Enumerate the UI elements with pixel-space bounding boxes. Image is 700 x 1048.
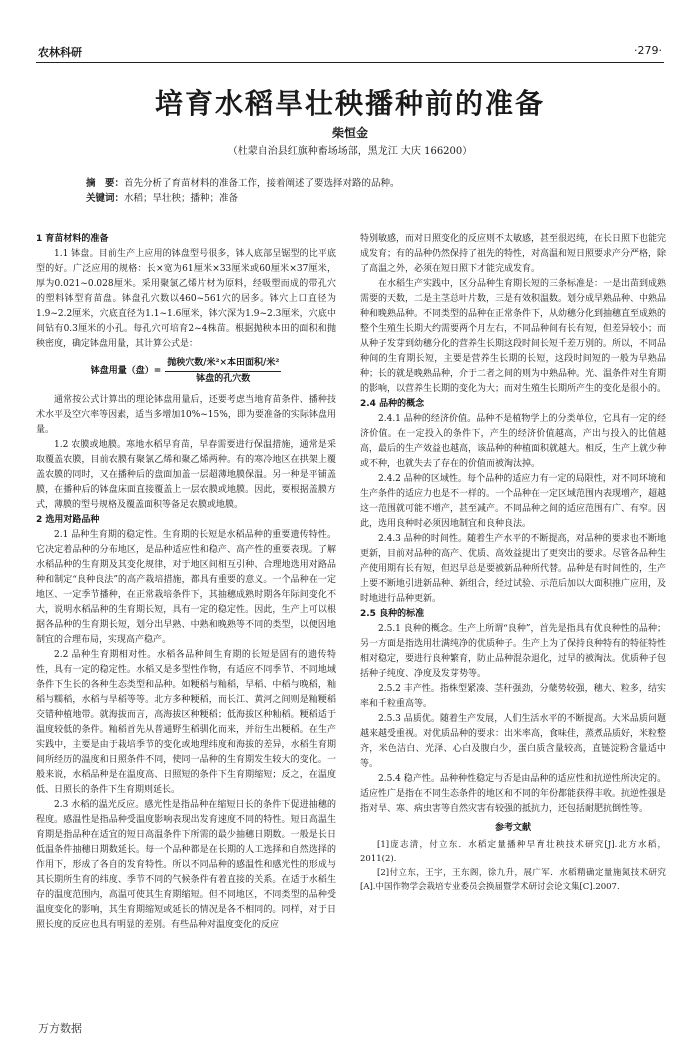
abstract-block [86,176,614,206]
body-paragraph: 2.5.4 稳产性。品种种性稳定与否是由品种的适应性和抗逆性所决定的。适应性广是指在不同生态条件的地区和不同的年份都能获得丰收。抗逆性强是指对旱、寒、病虫害等自然灾害有较强的抵抗力，还包括耐肥抗倒性等。 [360,774,667,814]
body-paragraph: 2.5.3 品质优。随着生产发展，人们生活水平的不断提高。大米品质问题越来越受重视。对优质品种的要求：出米率高，食味佳，蒸煮品质好，米粒整齐，米色洁白、光泽、心白及腹白少，蛋白质含量较高，直链淀粉含量适中等。 [360,714,667,769]
body-paragraph: 2.4.2 品种的区域性。每个品种的适应力有一定的局限性，对不同环境和生产条件的适应力也是不一样的。一个品种在一定区域范围内表现增产，超越这一范围就可能不增产，甚至减产。不同品种之间的适应范围有广、有窄。因此，选用良种时必须因地制宜和良种良法。 [360,474,667,529]
keywords-label: 关键词： [86,193,125,204]
body-paragraph: 1.1 钵盘。目前生产上应用的钵盘型号很多，钵人底部呈锯型的比平底型的好。广泛应用的规格：长×宽为61厘米×33厘米或60厘米×37厘米，厚为0.021~0.028厘米。采用聚氯乙烯片材为原料，经吸塑而成的带孔穴的塑料钵型育苗盘。钵盘孔穴数以460~561穴的居多。钵穴上口直径为1.9~2.2厘米，穴底直径为1.1~1.6厘米，钵穴深为1.9~2.3厘米，穴底中间钻有0.3厘米的小孔。每孔穴可培育2~4株苗。根据抛秧本田的面积和抛秧密度，确定钵盘用量，其计算公式是： [36,249,336,349]
section-heading: 2.5 良种的标准 [360,609,425,619]
body-paragraph: 2.4.1 品种的经济价值。品种不是植物学上的分类单位，它具有一定的经济价值。在一定投入的条件下，产生的经济价值越高，产出与投入的比值越高，最后的生产效益也越高，该品种的种植面积就越大。相反，生产上就少种或不种，也就失去了存在的价值而被淘汰掉。 [360,414,667,469]
body-paragraph: 2.2 品种生育期相对性。水稻各品种间生育期的长短是固有的遗传特性，具有一定的稳定性。水稻又是多型性作物，有适应不同季节、不同地域条件下生长的各种生态类型和品种。如粳稻与籼稻，早稻、中稻与晚稻，籼稻与糯稻，水稻与旱稻等等。北方多种粳稻，而长江、黄河之间则是籼粳稻交错种植地带。就海拔而言，高海拔区种粳稻；低海拔区种籼稻。粳稻适于温度较低的条件。籼稻首先从普通野生稻驯化而来，并衍生出粳稻。在生产实践中，主要是由于栽培季节的变化或地理纬度和海拔的差异，水稻生育期间所经历的温度和日照条件不同，使同一品种的生育期发生较大的变化。一般来说，水稻品种是在温度高、日照短的条件下生育期缩短；反之，在温度低、日照长的条件下生育期则延长。 [36,650,336,795]
abstract-text: 首先分析了育苗材料的准备工作，接着阐述了要选择对路的品种。 [124,178,400,189]
body-paragraph: 特别敏感，而对日照变化的反应则不太敏感，甚至很迟纯，在长日照下也能完成发育；有的品种仍然保持了祖先的特性，对高温和短日照要求产分严格，除了高温之外，必须在短日照下才能完成发育。 [360,234,667,274]
left-column [36,232,336,933]
right-column-body [360,232,666,817]
body-paragraph: 通常按公式计算出的理论钵盘用量后，还要考虑当地育苗条件、播种技术水平及空穴率等因素，适当多增加10%~15%，即为要准备的实际钵盘用量。 [36,395,336,435]
body-paragraph: 2.1 品种生育期的稳定性。生育期的长短是水稻品种的重要遗传特性。它决定着品种的分布地区，是品种适应性和稳产、高产性的重要表现。了解水稻品种的生育期及其变化规律，对于地区间相互引种、合理地选用对路品种和制定“良种良法”的高产栽培措施，都具有重要的意义。一个品种在一定地区、一定季节播种，在正常栽培条件下，其抽穗成熟时期各年际间变化不大，说明水稻品种的生育期长短，具有一定的稳定性。因此，生产上可以根据各品种的生育期长短，划分出早熟、中熟和晚熟等不同的类型，以便因地制宜的合理布局，实现高产稳产。 [36,530,336,645]
keywords-text: 水稻；旱壮秧；播种；准备 [124,193,239,204]
references-heading: 参考文献 [494,823,531,833]
section-heading: 2.4 品种的概念 [360,399,425,409]
body-paragraph: 2.3 水稻的温光反应。感光性是指品种在缩短日长的条件下促进抽穗的程度。感温性是指品种受温度影响表现出发育速度不同的特性。短日高温生育期是指品种在适宜的短日高温条件下所需的最少抽穗日期数。一般是长日低温条件抽穗日期数延长。每一个品种都是在长期的人工选择和自然选择的作用下，形成了各自的发育特性。所以不同品种的感温性和感光性的形成与其长期所生育的纬度、季节不同的气候条件有着直接的关系。在适于水稻生存的温度范围内，高温可使其生育期缩短。但不同地区，不同类型的品种受温度变化的影响，其生育期缩短或延长的情况是各不相同的。同样，对于日照长度的反应也具有明显的差别。有些品种对温度变化的反应 [36,800,336,930]
formula-numerator: 抛秧穴数/米²×本田面积/米² [165,356,281,372]
page-number: ·279· [634,44,662,57]
formula-fraction [165,356,281,387]
body-paragraph: 2.5.2 丰产性。指株型紧凑、茎秆强劲，分蘖势较强，穗大、粒多，结实率和千粒重高等。 [360,684,666,709]
body-paragraph: 2.4.3 品种的时间性。随着生产水平的不断提高，对品种的要求也不断地更新，目前对品种的高产、优质、高效益提出了更突出的要求。尽管各品种生产使用期有长有短，但迟早总是要被新品种所代替。品种是有时间性的，生产上要不断地引进新品种、新组合，经过试验、示范后加以大面积推广应用，及时地进行品种更新。 [360,534,667,604]
formula-lhs: 钵盘用量（盘）= [90,366,162,376]
section-heading: 2 选用对路品种 [36,515,100,525]
body-paragraph: 2.5.1 良种的概念。生产上所谓“良种”，首先是指具有优良种性的品种；另一方面是指选用壮满纯净的优质种子。生产上为了保持良种特有的特征特性相对稳定，要进行良种繁育，防止品种混杂退化，过早的被淘汰。优质种子包括种子纯度、净度及发芽势等。 [360,624,667,679]
reference-item: [2]付立东，王宇，王东阁，徐九升，展广军．水稻精确定量施氮技术研究[A].中国作物学会栽培专业委员会换届暨学术研讨会论文集[C].2007. [360,868,666,892]
right-column [360,232,666,894]
footer-watermark: 万方数据 [38,1022,82,1035]
body-paragraph: 1.2 农膜或地膜。寒地水稻早育苗，早春需要进行保温措施，通常是采取覆盖农膜，目前农膜有聚氯乙烯和聚乙烯两种。有的寒冷地区在拱架上覆盖农膜的同时，又在播种后的盘面加盖一层超薄地膜保温。另一种是平铺盖膜，在播种后的钵盘床面直接覆盖上一层农膜或地膜。因此，要根据盖膜方式，薄膜的型号规格及覆盖面积等备足农膜或地膜。 [36,440,336,510]
pan-quantity-formula [36,356,336,387]
body-paragraph: 在水稻生产实践中，区分品种生育期长短的三条标准是：一是出苗到成熟需要的天数，二是主茎总叶片数，三是有效积温数。划分成早熟品种、中熟品种和晚熟品种。不同类型的品种在正常条件下，从幼穗分化到抽穗直至成熟的整个生殖生长期大约需要两个月左右，不同品种间有长有短，但差异较小；而从种子发芽到幼穗分化的营养生长期这段时间长短千差万别的。所以，不同品种间的生育期长短，主要是营养生长期的长短，这段时间短的一般为早熟品种；长的就是晚熟品种，介于二者之间的则为中熟品种。光、温条件对生育期的影响，以营养生长期的变化为大；而对生殖生长期所产生的变化是很小的。 [360,279,667,394]
reference-item: [1]庞志清，付立东．水稻定量播种早育壮秧技术研究[J].北方水稻，2011(2). [360,840,666,864]
formula-denominator: 钵盘的孔穴数 [196,374,251,384]
abstract-line [86,176,614,191]
author-affiliation: （杜蒙自治县红旗种畜场场部，黑龙江 大庆 166200） [227,146,473,157]
author-name: 柴恒金 [331,126,368,140]
keywords-line [86,191,614,206]
header-rule [36,62,664,63]
section-heading: 1 育苗材料的准备 [36,234,109,244]
article-title: 培育水稻旱壮秧播种前的准备 [154,87,545,120]
journal-name: 农林科研 [38,46,82,59]
abstract-label: 摘 要： [86,178,125,189]
